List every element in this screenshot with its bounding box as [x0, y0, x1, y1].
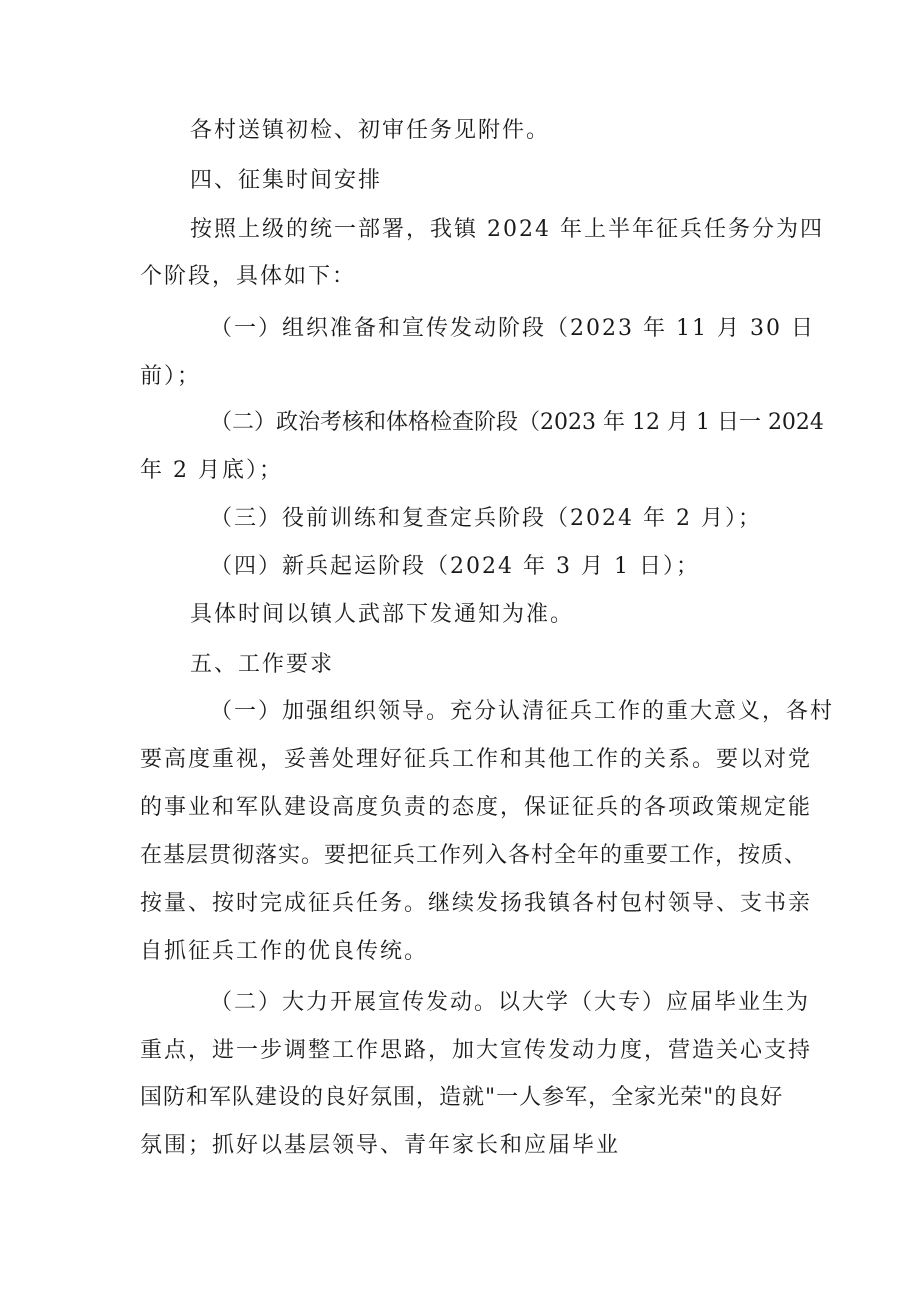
text-line: （二）政治考核和体格检查阶段（2023 年 12 月 1 日一 2024	[210, 410, 824, 435]
text-line: 按量、按时完成征兵任务。继续发扬我镇各村包村领导、支书亲	[140, 891, 813, 916]
text-line: 要高度重视，妥善处理好征兵工作和其他工作的关系。要以对党	[140, 747, 813, 772]
text-line: （一）组织准备和宣传发动阶段（2023 年 11 月 30 日	[210, 316, 815, 341]
text-line: 重点，进一步调整工作思路，加大宣传发动力度，营造关心支持	[140, 1038, 813, 1063]
text-line: 自抓征兵工作的优良传统。	[140, 939, 429, 964]
text-line: （四）新兵起运阶段（2024 年 3 月 1 日）；	[210, 554, 700, 579]
section-heading: 五、工作要求	[190, 652, 335, 677]
text-line: 各村送镇初检、初审任务见附件。	[190, 118, 551, 143]
text-line: 国防和军队建设的良好氛围，造就"一人参军，全家光荣"的良好	[140, 1085, 784, 1110]
text-line: （二）大力开展宣传发动。以大学（大专）应届毕业生为	[210, 990, 811, 1015]
text-line: 具体时间以镇人武部下发通知为准。	[190, 602, 575, 627]
section-heading: 四、征集时间安排	[190, 168, 383, 193]
text-line: 个阶段，具体如下：	[140, 264, 357, 289]
text-line: 在基层贯彻落实。要把征兵工作列入各村全年的重要工作，按质、	[140, 843, 808, 868]
text-line: 前）；	[140, 364, 202, 389]
text-line: 年 2 月底）；	[140, 458, 283, 483]
text-line: 按照上级的统一部署，我镇 2024 年上半年征兵任务分为四	[190, 217, 824, 242]
text-line: 氛围；抓好以基层领导、青年家长和应届毕业	[140, 1133, 621, 1158]
text-line: （三）役前训练和复查定兵阶段（2024 年 2 月）；	[210, 506, 762, 531]
text-line: 的事业和军队建设高度负责的态度，保证征兵的各项政策规定能	[140, 795, 813, 820]
text-line: （一）加强组织领导。充分认清征兵工作的重大意义，各村	[210, 699, 835, 724]
